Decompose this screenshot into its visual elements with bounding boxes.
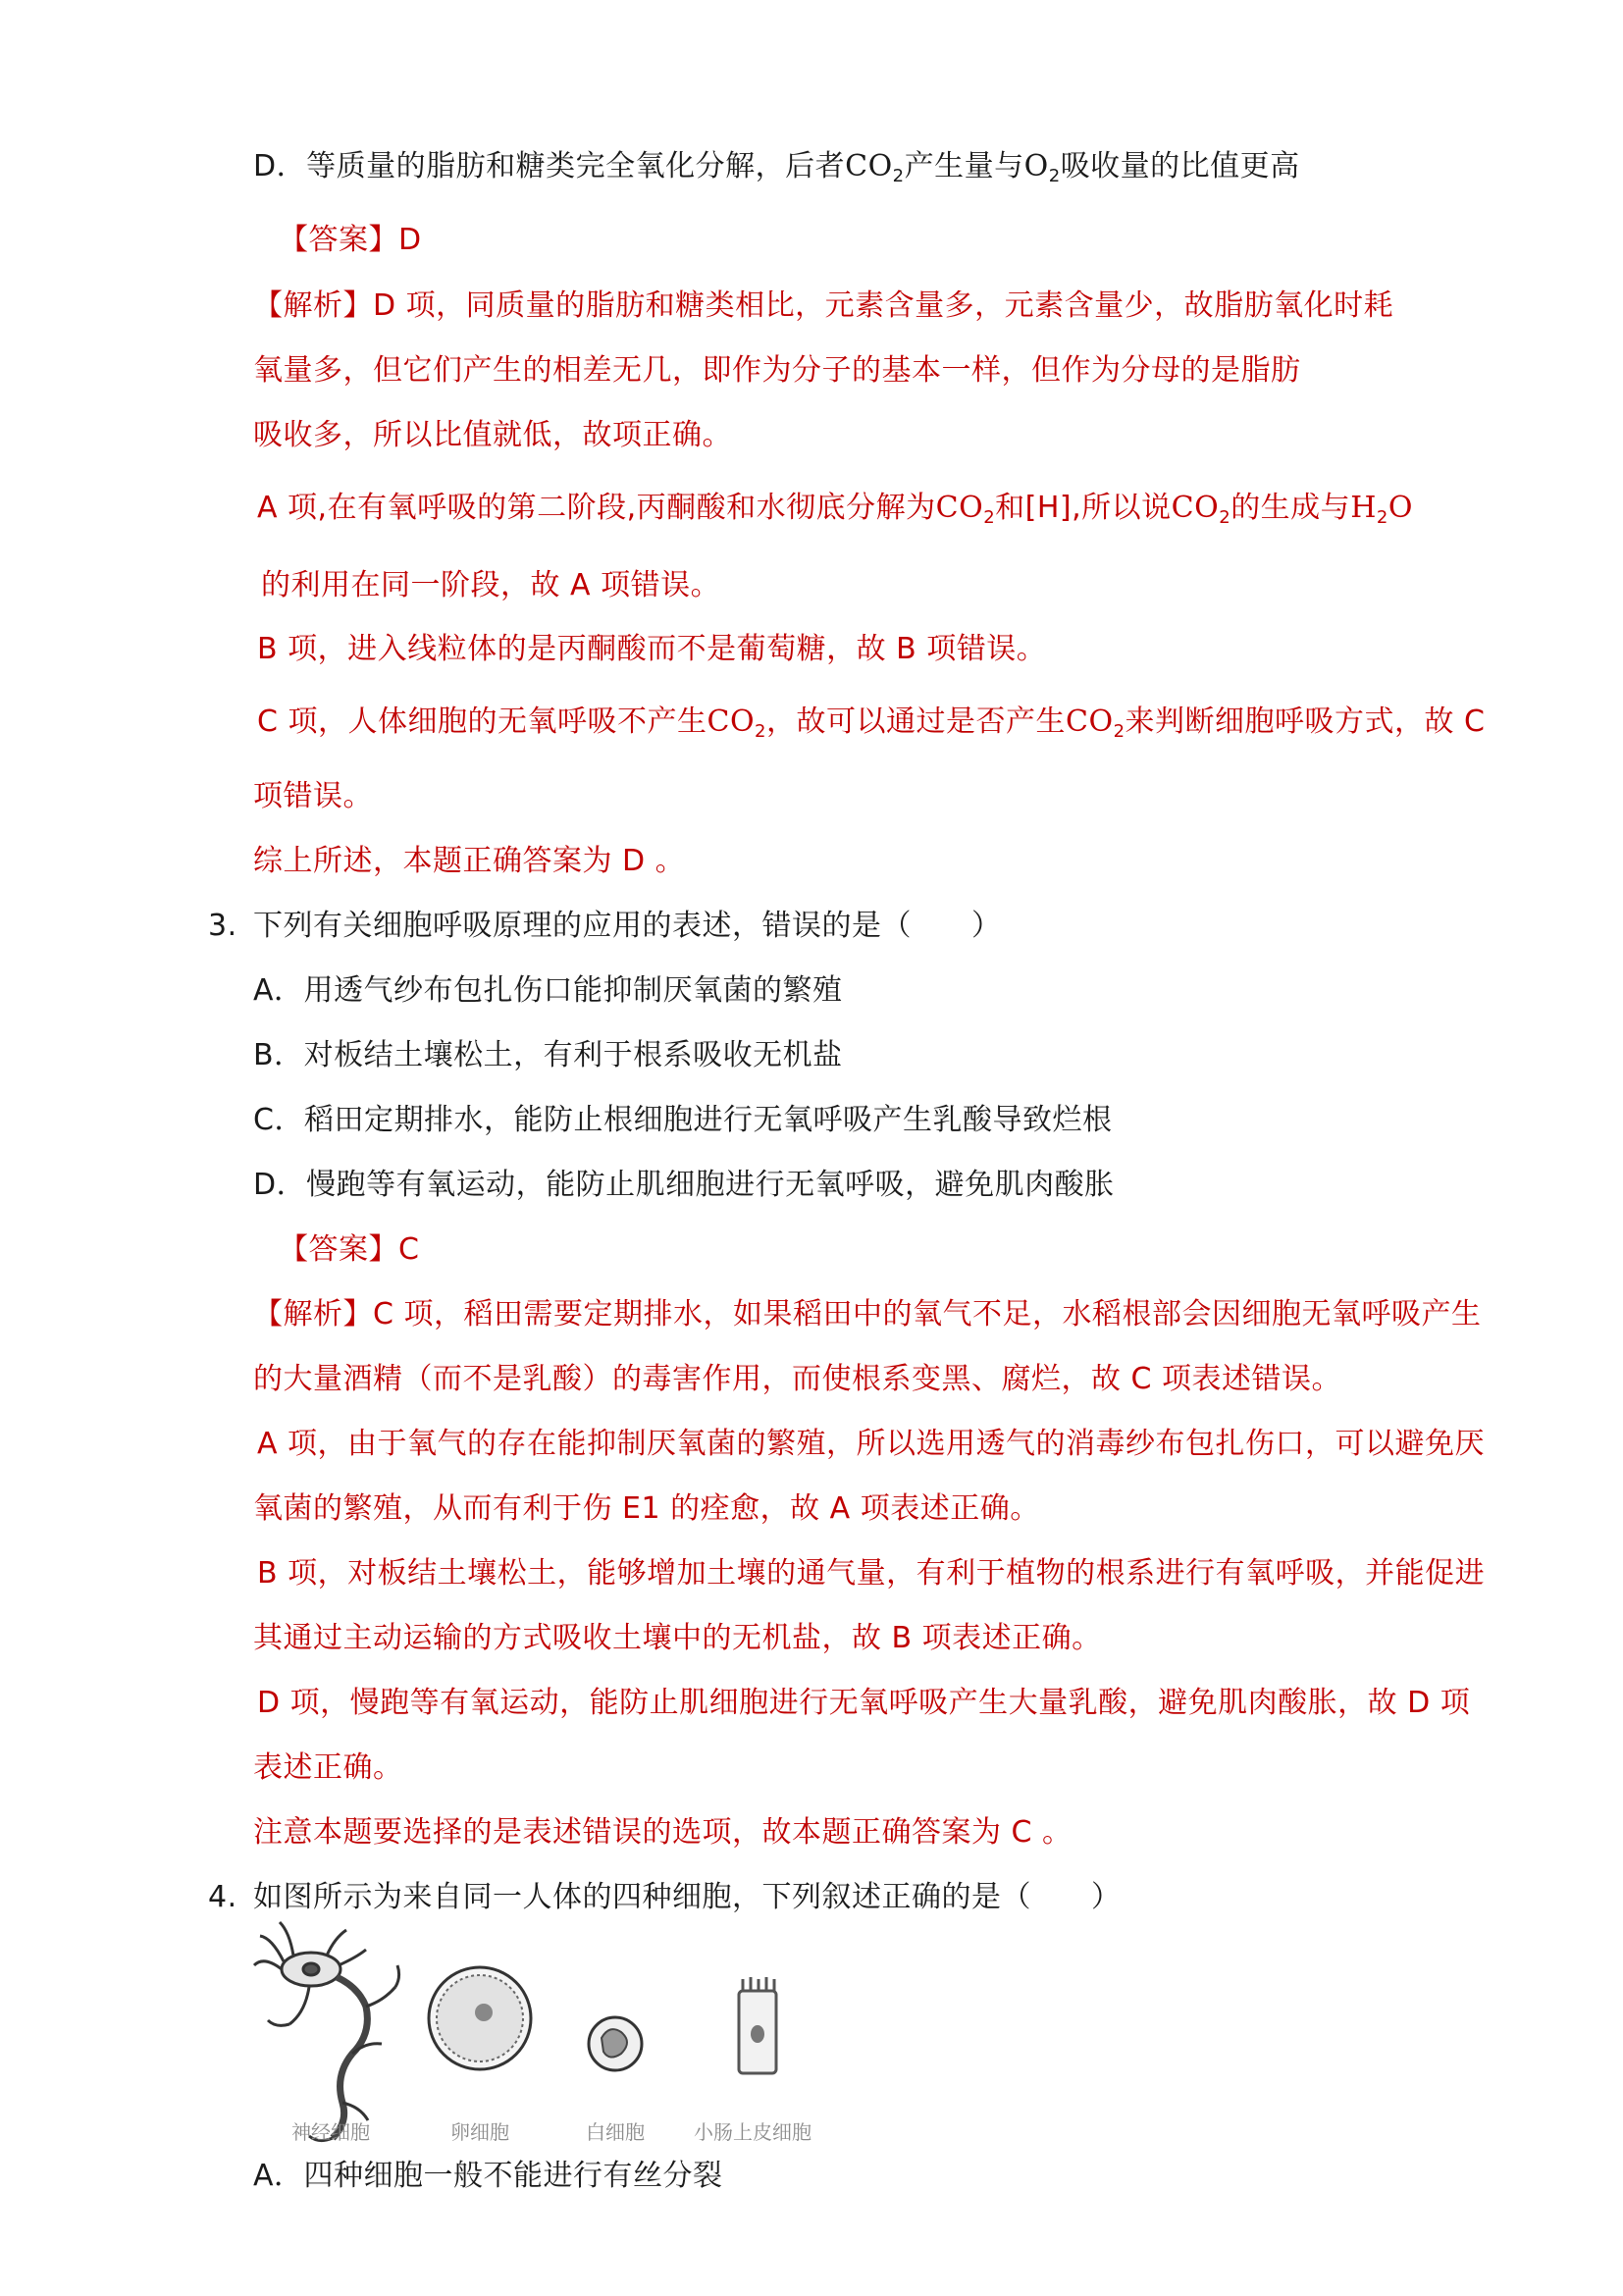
caption-egg-cell: 卵细胞 [450, 2120, 509, 2144]
q2-analysis-line-3: 吸收多，所以比值就低，故项正确。 [253, 418, 732, 452]
caption-intestinal-epithelial-cell: 小肠上皮细胞 [694, 2120, 812, 2144]
q3-analysis-line-4: 氧菌的繁殖，从而有利于伤 E1 的痊愈，故 A 项表述正确。 [253, 1491, 1040, 1526]
co2-formula: CO [1066, 704, 1114, 739]
q3-stem: 下列有关细胞呼吸原理的应用的表述，错误的是（ ） [253, 909, 1002, 943]
q2-option-d-prefix: D．等质量的脂肪和糖类完全氧化分解，后者 [253, 149, 846, 183]
q3-option-a: A．用透气纱布包扎伤口能抑制厌氧菌的繁殖 [253, 973, 843, 1008]
q3-answer: 【答案】C [279, 1232, 420, 1267]
cell-figure [250, 1918, 839, 2154]
h2o-formula-h: H [1350, 491, 1377, 525]
q3-analysis-line-2: 的大量酒精（而不是乳酸）的毒害作用，而使根系变黑、腐烂，故 C 项表述错误。 [253, 1362, 1342, 1396]
co2-formula: CO [935, 491, 984, 525]
q4-stem: 如图所示为来自同一人体的四种细胞，下列叙述正确的是（ ） [253, 1880, 1122, 1914]
co2-formula: CO [845, 149, 893, 183]
h2o-subscript: 2 [1376, 507, 1388, 528]
o2-formula: O [1023, 149, 1049, 183]
intestinal-epithelial-cell-illustration [739, 1977, 776, 2073]
q4-number: 4. [208, 1880, 237, 1914]
q3-number: 3. [208, 909, 237, 943]
q2-analysis-line-2: 氧量多，但它们产生的相差无几，即作为分子的基本一样，但作为分母的是脂肪 [253, 353, 1301, 388]
q3-analysis-line-7: D 项，慢跑等有氧运动，能防止肌细胞进行无氧呼吸产生大量乳酸，避免肌肉酸胀，故 D 项 [257, 1686, 1471, 1720]
caption-white-blood-cell: 白细胞 [586, 2120, 645, 2144]
co2-subscript: 2 [892, 166, 905, 186]
q2-analysis-a [257, 489, 1413, 528]
q3-analysis-line-1: 【解析】C 项，稻田需要定期排水，如果稻田中的氧气不足，水稻根部会因细胞无氧呼吸产生 [253, 1297, 1482, 1331]
q2-option-d-suffix: 吸收量的比值更高 [1060, 149, 1300, 183]
caption-neuron: 神经细胞 [291, 2120, 370, 2144]
q4-option-a: A．四种细胞一般不能进行有丝分裂 [253, 2159, 723, 2193]
q2-option-d-mid: 产生量与 [904, 149, 1024, 183]
white-blood-cell-illustration [589, 2017, 642, 2070]
q3-analysis-line-9: 注意本题要选择的是表述错误的选项，故本题正确答案为 C 。 [253, 1815, 1073, 1850]
q2-summary: 综上所述，本题正确答案为 D 。 [253, 844, 686, 878]
q3-analysis-line-8: 表述正确。 [253, 1750, 403, 1785]
co2-subscript: 2 [755, 721, 766, 742]
egg-cell-illustration [429, 1967, 531, 2069]
q2-a-mid-1: 和[H],所以说 [995, 491, 1172, 525]
q3-option-c: C．稻田定期排水，能防止根细胞进行无氧呼吸产生乳酸导致烂根 [253, 1103, 1113, 1137]
co2-formula: CO [707, 704, 756, 739]
q2-c-prefix: C 项，人体细胞的无氧呼吸不产生 [257, 704, 707, 739]
q3-analysis-line-5: B 项，对板结土壤松土，能够增加土壤的通气量，有利于植物的根系进行有氧呼吸，并能促进 [257, 1556, 1486, 1591]
co2-subscript: 2 [1113, 721, 1126, 742]
q3-option-b: B．对板结土壤松土，有利于根系吸收无机盐 [253, 1038, 843, 1072]
q2-answer: 【答案】D [279, 223, 422, 257]
q3-option-d: D．慢跑等有氧运动，能防止肌细胞进行无氧呼吸，避免肌肉酸胀 [253, 1168, 1115, 1202]
q2-a-mid-2: 的生成与 [1230, 491, 1351, 525]
q3-analysis-line-6: 其通过主动运输的方式吸收土壤中的无机盐，故 B 项表述正确。 [253, 1621, 1102, 1655]
q2-c-mid: ，故可以通过是否产生 [766, 704, 1066, 739]
o2-subscript: 2 [1048, 166, 1061, 186]
q2-option-d [253, 147, 1300, 186]
q2-c-suffix: 来判断细胞呼吸方式，故 C [1125, 704, 1486, 739]
q2-a-prefix: A 项,在有氧呼吸的第二阶段,丙酮酸和水彻底分解为 [257, 491, 936, 525]
q2-analysis-b: B 项，进入线粒体的是丙酮酸而不是葡萄糖，故 B 项错误。 [257, 632, 1047, 666]
q2-analysis-c-line-2: 项错误。 [253, 779, 373, 813]
co2-subscript: 2 [983, 507, 996, 528]
q2-analysis-c [257, 703, 1486, 742]
q2-analysis-a-line-2: 的利用在同一阶段，故 A 项错误。 [261, 568, 721, 602]
neuron-illustration [254, 1922, 399, 2141]
co2-formula: CO [1171, 491, 1220, 525]
h2o-formula-o: O [1387, 491, 1413, 525]
q3-analysis-line-3: A 项，由于氧气的存在能抑制厌氧菌的繁殖，所以选用透气的消毒纱布包扎伤口，可以避免厌 [257, 1427, 1486, 1461]
q2-analysis-line-1: 【解析】D 项，同质量的脂肪和糖类相比，元素含量多，元素含量少，故脂肪氧化时耗 [253, 288, 1394, 323]
co2-subscript: 2 [1219, 507, 1231, 528]
